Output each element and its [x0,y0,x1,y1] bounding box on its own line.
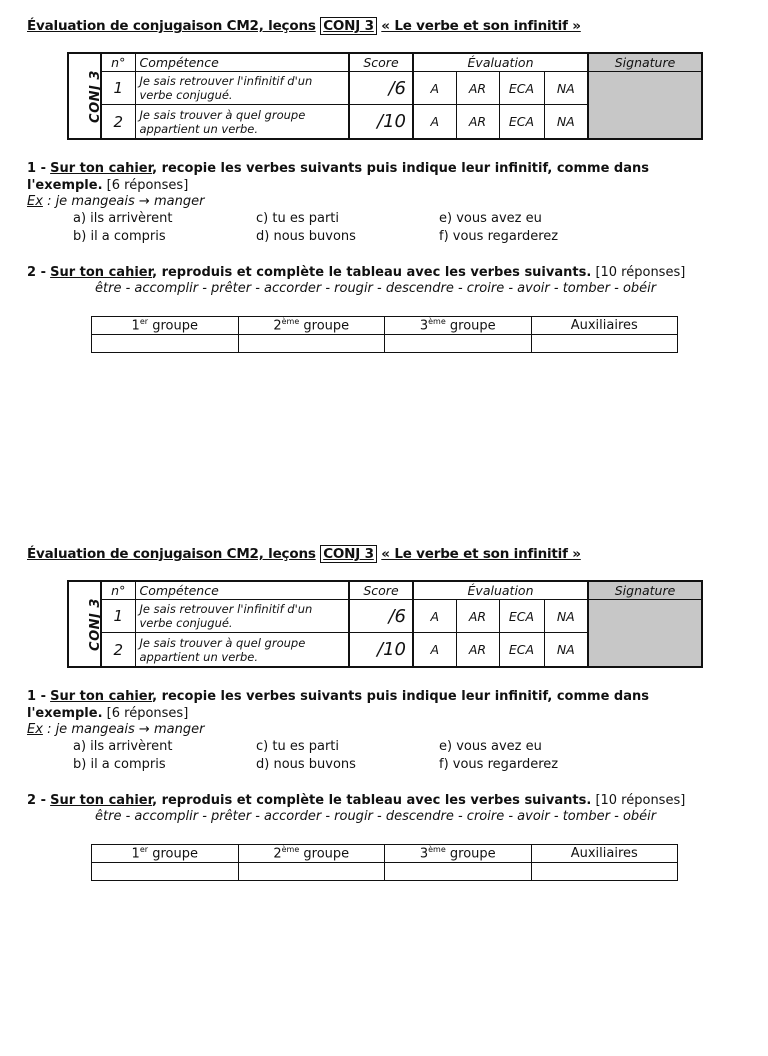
row-score: /6 [349,72,413,105]
title-prefix: Évaluation de conjugaison CM2, leçons [27,18,316,34]
level-a[interactable]: A [413,72,456,105]
level-na[interactable]: NA [544,600,588,633]
competence-table [67,52,703,140]
q2-underlined: Sur ton cahier [50,265,153,280]
header-num: n° [101,53,135,72]
level-na[interactable]: NA [544,633,588,667]
level-a[interactable]: A [413,600,456,633]
q1-count: [6 réponses] [106,706,189,721]
answer-cell[interactable] [385,335,532,353]
competence-table [67,580,703,668]
answer-cell[interactable] [531,863,678,881]
verb-item: b) il a compris [73,229,166,244]
signature-box[interactable] [588,600,702,668]
verb-item: e) vous avez eu [439,211,542,226]
verb-item: b) il a compris [73,757,166,772]
level-a[interactable]: A [413,105,456,139]
verb-item: e) vous avez eu [439,739,542,754]
q2-number: 2 - [27,265,46,280]
q2-number: 2 - [27,793,46,808]
level-a[interactable]: A [413,633,456,667]
verb-item: d) nous buvons [256,229,356,244]
q1-underlined: Sur ton cahier [50,161,153,176]
header-score: Score [349,581,413,600]
lesson-code-box: CONJ 3 [320,545,377,563]
header-num: n° [101,581,135,600]
q2-underlined: Sur ton cahier [50,793,153,808]
level-na[interactable]: NA [544,105,588,139]
q1-example [27,722,204,737]
group-header: Auxiliaires [531,317,678,335]
q2-count: [10 réponses] [595,265,686,280]
group-header: 2ème groupe [238,845,385,863]
groups-table [91,316,678,353]
level-ar[interactable]: AR [456,105,499,139]
level-na[interactable]: NA [544,72,588,105]
header-evaluation: Évaluation [413,53,588,72]
answer-cell[interactable] [238,335,385,353]
lesson-name: « Le verbe et son infinitif » [381,18,581,34]
q2-text: , reproduis et complète le tableau avec les verbes suivants. [152,793,592,808]
group-header: Auxiliaires [531,845,678,863]
verb-item: f) vous regarderez [439,757,559,772]
example-label: Ex [27,194,43,209]
level-ar[interactable]: AR [456,633,499,667]
level-ar[interactable]: AR [456,72,499,105]
q1-text: , recopie les verbes suivants puis indique leur infinitif, comme dans l'exemple. [27,161,649,193]
q1-text: , recopie les verbes suivants puis indique leur infinitif, comme dans l'exemple. [27,689,649,721]
question-1 [27,688,717,722]
header-score: Score [349,53,413,72]
verb-item: a) ils arrivèrent [73,739,173,754]
group-header: 1er groupe [92,317,239,335]
group-header: 1er groupe [92,845,239,863]
sheet-title [27,18,581,34]
question-1 [27,160,717,194]
q1-example [27,194,204,209]
lesson-code-box: CONJ 3 [320,17,377,35]
evaluation-sheet [0,528,768,1056]
answer-cell[interactable] [92,863,239,881]
example-text: : je mangeais → manger [47,722,205,737]
question-2 [27,792,717,809]
header-signature: Signature [588,53,702,72]
q2-text: , reproduis et complète le tableau avec les verbes suivants. [152,265,592,280]
example-label: Ex [27,722,43,737]
answer-cell[interactable] [92,335,239,353]
q1-number: 1 - [27,161,46,176]
title-prefix: Évaluation de conjugaison CM2, leçons [27,546,316,562]
verb-list: être - accomplir - prêter - accorder - rougir - descendre - croire - avoir - tomber - obéir [95,281,657,296]
lesson-name: « Le verbe et son infinitif » [381,546,581,562]
row-score: /10 [349,633,413,667]
verb-list: être - accomplir - prêter - accorder - rougir - descendre - croire - avoir - tomber - obéir [95,809,657,824]
level-eca[interactable]: ECA [499,633,544,667]
row-score: /6 [349,600,413,633]
group-header: 2ème groupe [238,317,385,335]
q1-count: [6 réponses] [106,178,189,193]
signature-box[interactable] [588,72,702,140]
header-evaluation: Évaluation [413,581,588,600]
groups-table [91,844,678,881]
example-text: : je mangeais → manger [47,194,205,209]
row-num: 1 [101,72,135,105]
header-signature: Signature [588,581,702,600]
row-skill: Je sais retrouver l'infinitif d'un verbe conjugué. [135,72,349,105]
header-skill: Compétence [135,581,349,600]
q2-count: [10 réponses] [595,793,686,808]
level-eca[interactable]: ECA [499,105,544,139]
row-skill: Je sais retrouver l'infinitif d'un verbe conjugué. [135,600,349,633]
row-num: 2 [101,105,135,139]
verb-item: c) tu es parti [256,211,339,226]
q1-underlined: Sur ton cahier [50,689,153,704]
sheet-title [27,546,581,562]
verb-item: c) tu es parti [256,739,339,754]
competence-side-label: CONJ 3 [68,53,101,139]
answer-cell[interactable] [531,335,678,353]
q1-number: 1 - [27,689,46,704]
level-eca[interactable]: ECA [499,600,544,633]
verb-item: f) vous regarderez [439,229,559,244]
competence-side-label: CONJ 3 [68,581,101,667]
verb-item: a) ils arrivèrent [73,211,173,226]
level-ar[interactable]: AR [456,600,499,633]
header-skill: Compétence [135,53,349,72]
group-header: 3ème groupe [385,845,532,863]
answer-cell[interactable] [238,863,385,881]
verb-item: d) nous buvons [256,757,356,772]
answer-cell[interactable] [385,863,532,881]
row-num: 1 [101,600,135,633]
question-2 [27,264,717,281]
level-eca[interactable]: ECA [499,72,544,105]
group-header: 3ème groupe [385,317,532,335]
row-num: 2 [101,633,135,667]
row-score: /10 [349,105,413,139]
row-skill: Je sais trouver à quel groupe appartient un verbe. [135,105,349,139]
row-skill: Je sais trouver à quel groupe appartient un verbe. [135,633,349,667]
